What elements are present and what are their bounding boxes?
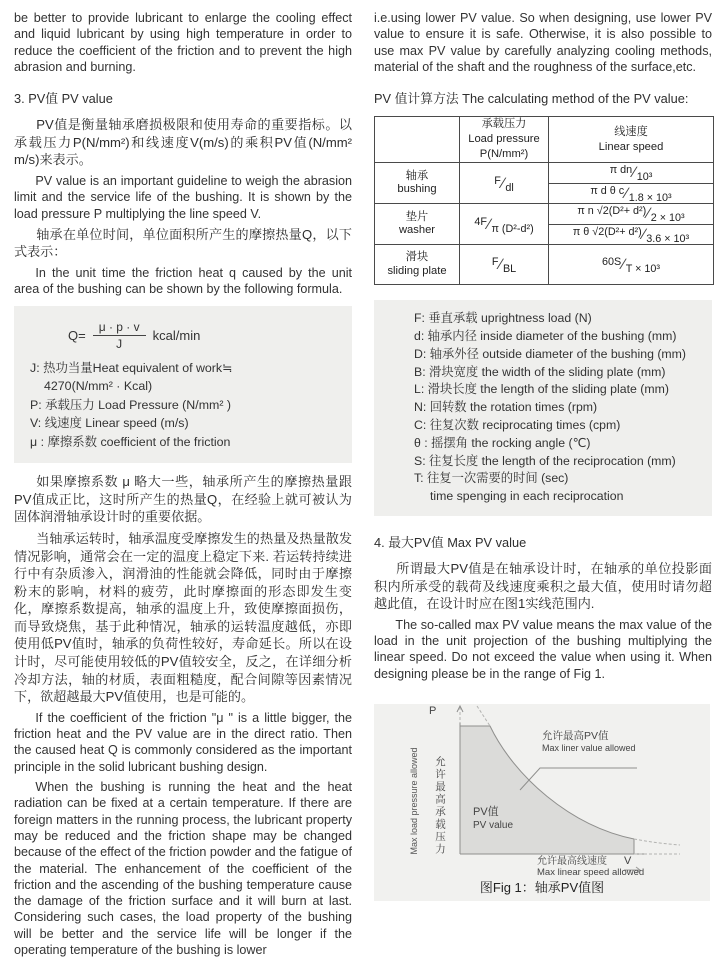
max-linear-speed-label: [537, 856, 644, 879]
definition-s: S: 往复长度 the length of the reciprocation (mm): [414, 453, 676, 468]
q-unit: kcal/min: [152, 327, 201, 343]
paragraph-q-en: In the unit time the friction heat q caused by the unit area of the bushing can be shown by the following formula.: [14, 266, 352, 297]
sliding-plate-name-cell: [375, 245, 460, 285]
v-axis-label: V: [624, 854, 632, 867]
formula-line-v: V: 线速度 Linear speed (m/s): [30, 416, 189, 431]
sliding-plate-en: sliding plate: [387, 264, 447, 277]
formula-line-j: J: 热功当量Heat equivalent of work≒: [30, 360, 233, 375]
paragraph-continuation-right: i.e.using lower PV value. So when designing, use lower PV value to ensure it is safe. Otherwise, it is also possible to use max PV value by carefully analyzing cooling methods, material of the shaft and the roughness of the surface,etc.: [374, 11, 712, 74]
definition-d-big: D: 轴承外径 outside diameter of the bushing (mm): [414, 346, 686, 361]
definition-b: B: 滑块宽度 the width of the sliding plate (mm): [414, 364, 666, 379]
sliding-plate-speed-formula: 60S∕T × 10³: [601, 256, 661, 276]
washer-name-cell: [375, 204, 460, 245]
formula-line-p: P: 承载压力 Load Pressure (N/mm² ): [30, 397, 232, 412]
bushing-speed-formula-2: π d θ c∕1.8 × 10³: [590, 184, 672, 204]
curve-dashed-extension-top: [477, 706, 490, 726]
table-row-bushing: [375, 163, 714, 204]
formula-box: [14, 306, 352, 464]
definition-theta: θ : 摇摆角 the rocking angle (℃): [414, 435, 591, 450]
pv-figure: [374, 704, 710, 901]
sliding-plate-pressure-cell: [460, 245, 549, 285]
definition-d-small: d: 轴承内径 inside diameter of the bushing (mm): [414, 328, 677, 343]
max-pv-label-en: Max liner value allowed: [542, 742, 636, 753]
max-pv-label: [542, 730, 636, 754]
washer-speed-cell: [549, 204, 714, 245]
p-axis-label: P: [429, 704, 437, 717]
q-denominator: J: [116, 336, 123, 351]
formula-line-mu: μ : 摩擦系数 coefficient of the friction: [30, 434, 231, 449]
paragraph-mu-en: If the coefficient of the friction "μ " is a little bigger, the friction heat and the PV value are in the direct ratio. Then the caused heat Q is commonly considered as the important principle in the solid lubricant bushing design.: [14, 710, 352, 774]
definitions-box: [374, 300, 712, 516]
paragraph-mu-zh: 如果摩擦系数 μ 略大一些，轴承所产生的摩擦热量跟PV值成正比，这时所产生的热量Q，在经验上就可被认为固体润滑轴承设计时的重要依据。: [14, 474, 352, 525]
definition-l: L: 滑块长度 the length of the sliding plate (mm): [414, 382, 669, 397]
definition-t: T: 往复一次需要的时间 (sec): [414, 471, 569, 486]
definition-c: C: 往复次数 reciprocating times (cpm): [414, 417, 621, 432]
header-load-pressure-zh: 承载压力: [481, 118, 527, 131]
y-axis-label-zh: 允许最高承载压力: [434, 755, 446, 856]
pv-calc-table: [374, 116, 714, 285]
washer-pressure-formula: 4F∕π (D²-d²): [474, 215, 534, 235]
header-linear-speed-en: Linear speed: [598, 140, 664, 153]
paragraph-running-en: When the bushing is running the heat and the heat radiation can be fixed at a certain temperature. If there are foreign matters in the running process, the lubricant property may be reduced and the friction shape may be changed because of the effect of the friction powder and the fatigue of the material. The enhancement of the coefficient of the friction and the ascending of the bushing temperature cause the damage of the friction surface and it will burn at last. Considering such cases, the load property of the bushing will be better and the service life will be longer if the operating temperature of the bushing is lower: [14, 780, 352, 958]
bushing-zh: 轴承: [405, 169, 429, 182]
pv-value-label: [473, 806, 513, 832]
washer-zh: 垫片: [405, 210, 429, 223]
paragraph-running-zh: 当轴承运转时，轴承温度受摩擦发生的热量及热量散发情况影响，通常会在一定的温度上稳定下来. 若运转持续进行中有杂质渗入，润滑油的性能就会降低，同时由于摩擦粉末的影响，材料的疲劳，此时摩擦面的形态即发生变化，摩擦系数提高，轴承的温度上升，致使摩擦面损伤，而导致烧焦，基于此种情况，轴承的运转温度越低，亦即使用低PV值时，轴承的负荷性较好，寿命延长。所以在设计时，尽可能使用较低的PV值较安全，反之，在详细分析冷却方法，轴的材质，表面粗糙度，配合间隙等因素情况下，欲超越最大PV值使用，也是可能的。: [14, 530, 352, 705]
bushing-speed-formula-1: π dn∕10³: [549, 163, 713, 184]
washer-speed-formula-1: π n √2(D²+ d²)∕2 × 10³: [549, 204, 713, 225]
bushing-name-cell: [375, 163, 460, 204]
bushing-speed-cell: [549, 163, 714, 204]
left-column: [14, 10, 352, 962]
pv-value-label-en: PV value: [473, 819, 514, 831]
formula-line-j2: 4270(N/mm² · Kcal): [44, 379, 153, 394]
max-linear-speed-en: Max linear speed allowed: [537, 867, 645, 879]
washer-speed-formula-2: π θ √2(D²+ d²)∕3.6 × 10³: [572, 225, 690, 245]
q-prefix: Q=: [68, 327, 86, 343]
q-numerator: μ · p · v: [93, 320, 146, 336]
paragraph-pv-en: PV value is an important guideline to weigh the abrasion limit and the service life of the bushing. It is shown by the load pressure P multiplying the line speed V.: [14, 173, 352, 221]
max-pv-label-zh: 允许最高PV值: [542, 729, 609, 742]
bushing-en: bushing: [397, 183, 437, 196]
bushing-pressure-cell: [460, 163, 549, 204]
paragraph-maxpv-zh: 所谓最大PV值是在轴承设计时，在轴承的单位投影面积内所承受的载荷及线速度乘积之最大值，使用时请勿超越此值，在设计时应在图1实线范围内.: [374, 560, 712, 612]
header-linear-speed: [549, 117, 714, 163]
sliding-plate-zh: 滑块: [405, 251, 429, 264]
section-3-heading: 3. PV值 PV value: [14, 91, 113, 107]
curve-dashed-extension-right: [634, 839, 680, 845]
header-load-pressure-sub: P(N/mm²): [479, 148, 529, 161]
header-linear-speed-zh: 线速度: [614, 125, 648, 138]
header-load-pressure-en: Load pressure: [468, 133, 540, 146]
max-pv-leader-line: [520, 768, 637, 790]
paragraph-continuation: be better to provide lubricant to enlarge the cooling effect and liquid lubricant by using high temperature in order to reduce the coefficient of the friction and to prevent the high abrasion and burning.: [14, 11, 352, 74]
sliding-plate-pressure-formula: F∕BL: [491, 256, 517, 276]
definition-f: F: 垂直承载 uprightness load (N): [414, 311, 592, 326]
paragraph-maxpv-en: The so-called max PV value means the max value of the load in the unit projection of the bushing multiplying the linear speed. Do not exceed the value when using it. When designing please be in the range of Fig 1.: [374, 617, 712, 681]
washer-pressure-cell: [460, 204, 549, 245]
paragraph-pv-zh: PV值是衡量轴承磨损极限和使用寿命的重要指标。以承载压力P(N/mm²)和线速度V(m/s)的乘积PV值(N/mm² m/s)来表示。: [14, 117, 352, 168]
definition-t-cont: time spenging in each reciprocation: [430, 489, 624, 504]
figure-caption: 图Fig 1：轴承PV值图: [479, 879, 605, 895]
definition-n: N: 回转数 the rotation times (rpm): [414, 400, 598, 415]
q-fraction: [93, 320, 146, 351]
right-column: [374, 10, 712, 962]
q-formula: [68, 320, 338, 351]
max-linear-speed-zh: 允许最高线速度: [537, 855, 607, 867]
pv-value-label-zh: PV值: [473, 805, 499, 818]
table-row-sliding-plate: [375, 245, 714, 285]
bushing-pressure-formula: F∕dl: [494, 174, 514, 194]
calc-method-heading: PV 值计算方法 The calculating method of the PV value:: [374, 91, 689, 107]
table-header-row: [375, 117, 714, 163]
sliding-plate-speed-cell: [549, 245, 714, 285]
washer-en: washer: [398, 224, 436, 237]
section-4-heading: 4. 最大PV值 Max PV value: [374, 534, 527, 550]
paragraph-q-zh: 轴承在单位时间，单位面积所产生的摩擦热量Q，以下式表示：: [14, 226, 352, 260]
y-axis-label-en: Max load pressure allowed: [409, 747, 419, 855]
header-load-pressure: [460, 117, 549, 163]
header-blank-cell: [375, 117, 460, 163]
table-row-washer: [375, 204, 714, 245]
